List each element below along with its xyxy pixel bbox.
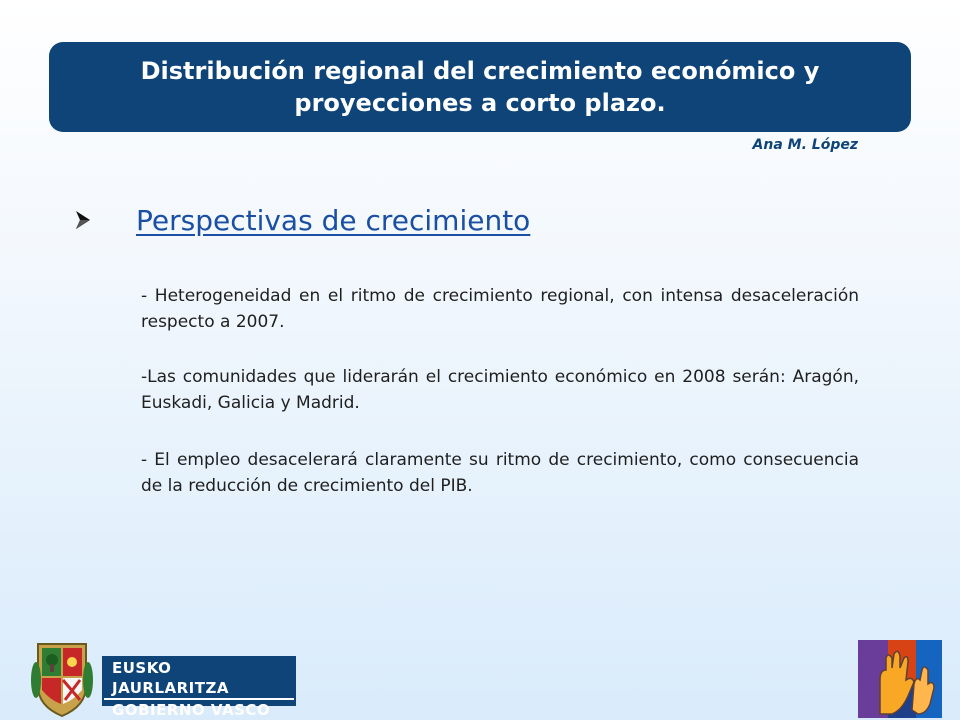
logo-line-spanish: GOBIERNO VASCO: [104, 698, 294, 720]
bullet-text-2: -Las comunidades que liderarán el crecimiento económico en 2008 serán: Aragón, Euskadi, Galicia y Madrid.: [141, 367, 859, 413]
logo-text-box: [102, 656, 296, 719]
bullet-text-3: - El empleo desacelerará claramente su ritmo de crecimiento, como consecuencia de la reducción de crecimiento del PIB.: [141, 450, 859, 496]
logo-line-basque: EUSKO JAURLARITZA: [112, 659, 229, 697]
author-name: Ana M. López: [752, 137, 858, 153]
slide-title: Distribución regional del crecimiento económico y proyecciones a corto plazo.: [140, 57, 820, 117]
gobierno-vasco-logo: [30, 640, 270, 718]
bullet-text-1: - Heterogeneidad en el ritmo de crecimiento regional, con intensa desaceleración respecto a 2007.: [141, 286, 859, 332]
title-banner: [49, 42, 911, 132]
hands-logo-icon: [858, 640, 942, 718]
section-heading[interactable]: Perspectivas de crecimiento: [136, 203, 531, 237]
section-heading-row: [72, 198, 530, 242]
arrow-bullet-icon: [72, 209, 94, 231]
coat-of-arms-icon: [30, 640, 94, 718]
